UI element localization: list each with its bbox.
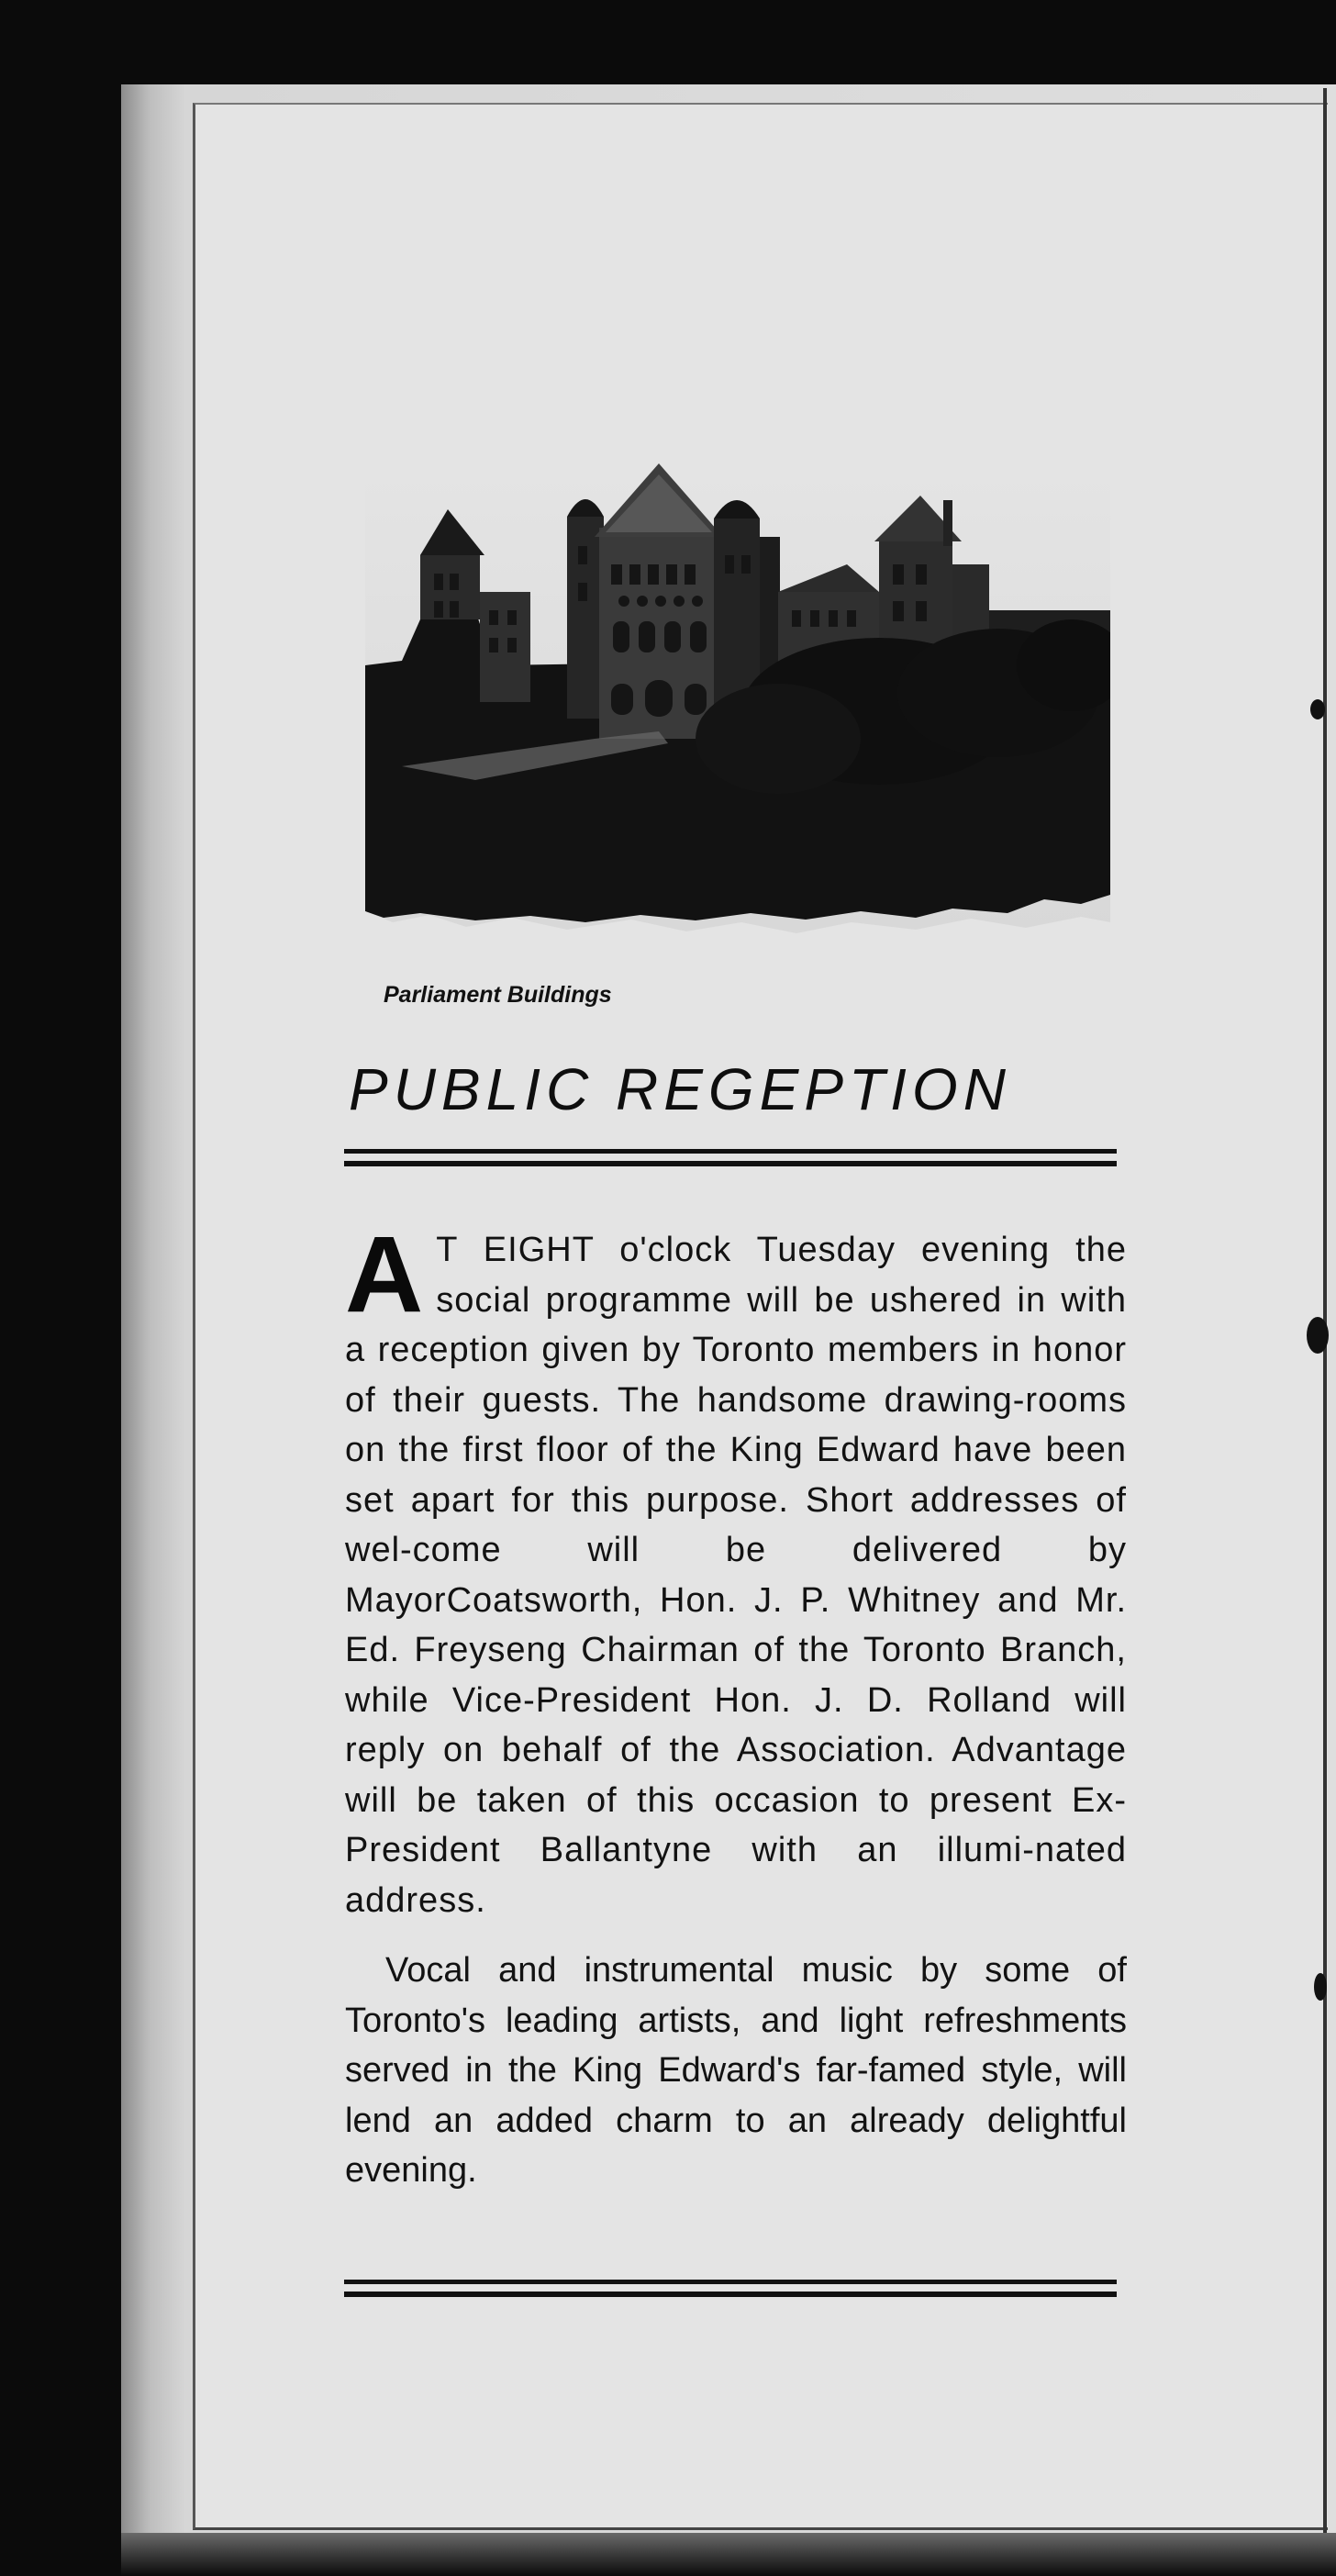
binding-hole [1307,1317,1329,1354]
article-body [345,1214,1127,2196]
page-bottom-shadow [121,2533,1336,2576]
bottom-divider [344,2280,1117,2302]
article-paragraph-2: Vocal and instrumental music by some of Toronto's leading artists, and light refreshments served in the King Edward's far-famed style, will lend an added charm to an already delightful evening. [345,1951,1127,2190]
parliament-buildings-photo [365,463,1110,941]
page-title: PUBLIC REGEPTION [349,1056,1011,1122]
photo-caption: Parliament Buildings [384,982,612,1008]
binding-hole [1314,1973,1327,2001]
article-paragraph-1 [345,1214,1127,1925]
binding-hole [1310,699,1325,719]
title-divider [344,1149,1117,1171]
article-paragraph-1-text: T EIGHT o'clock Tuesday evening the social programme will be ushered in with a reception given by Toronto members in honor of their guests. The handsome drawing-rooms on the first floor of the King Edward have been set apart for this purpose. Short addresses of wel-come will be delivered by MayorCoatsworth, Hon. J. P. Whitney and Mr. Ed. Freyseng Chairman of the Toronto Branch, while Vice-President Hon. J. D. Rolland will reply on behalf of the Association. Advantage will be taken of this occasion to present Ex-President Ballantyne with an illumi-nated address. [345,1231,1127,1920]
drop-cap: A [345,1214,424,1335]
